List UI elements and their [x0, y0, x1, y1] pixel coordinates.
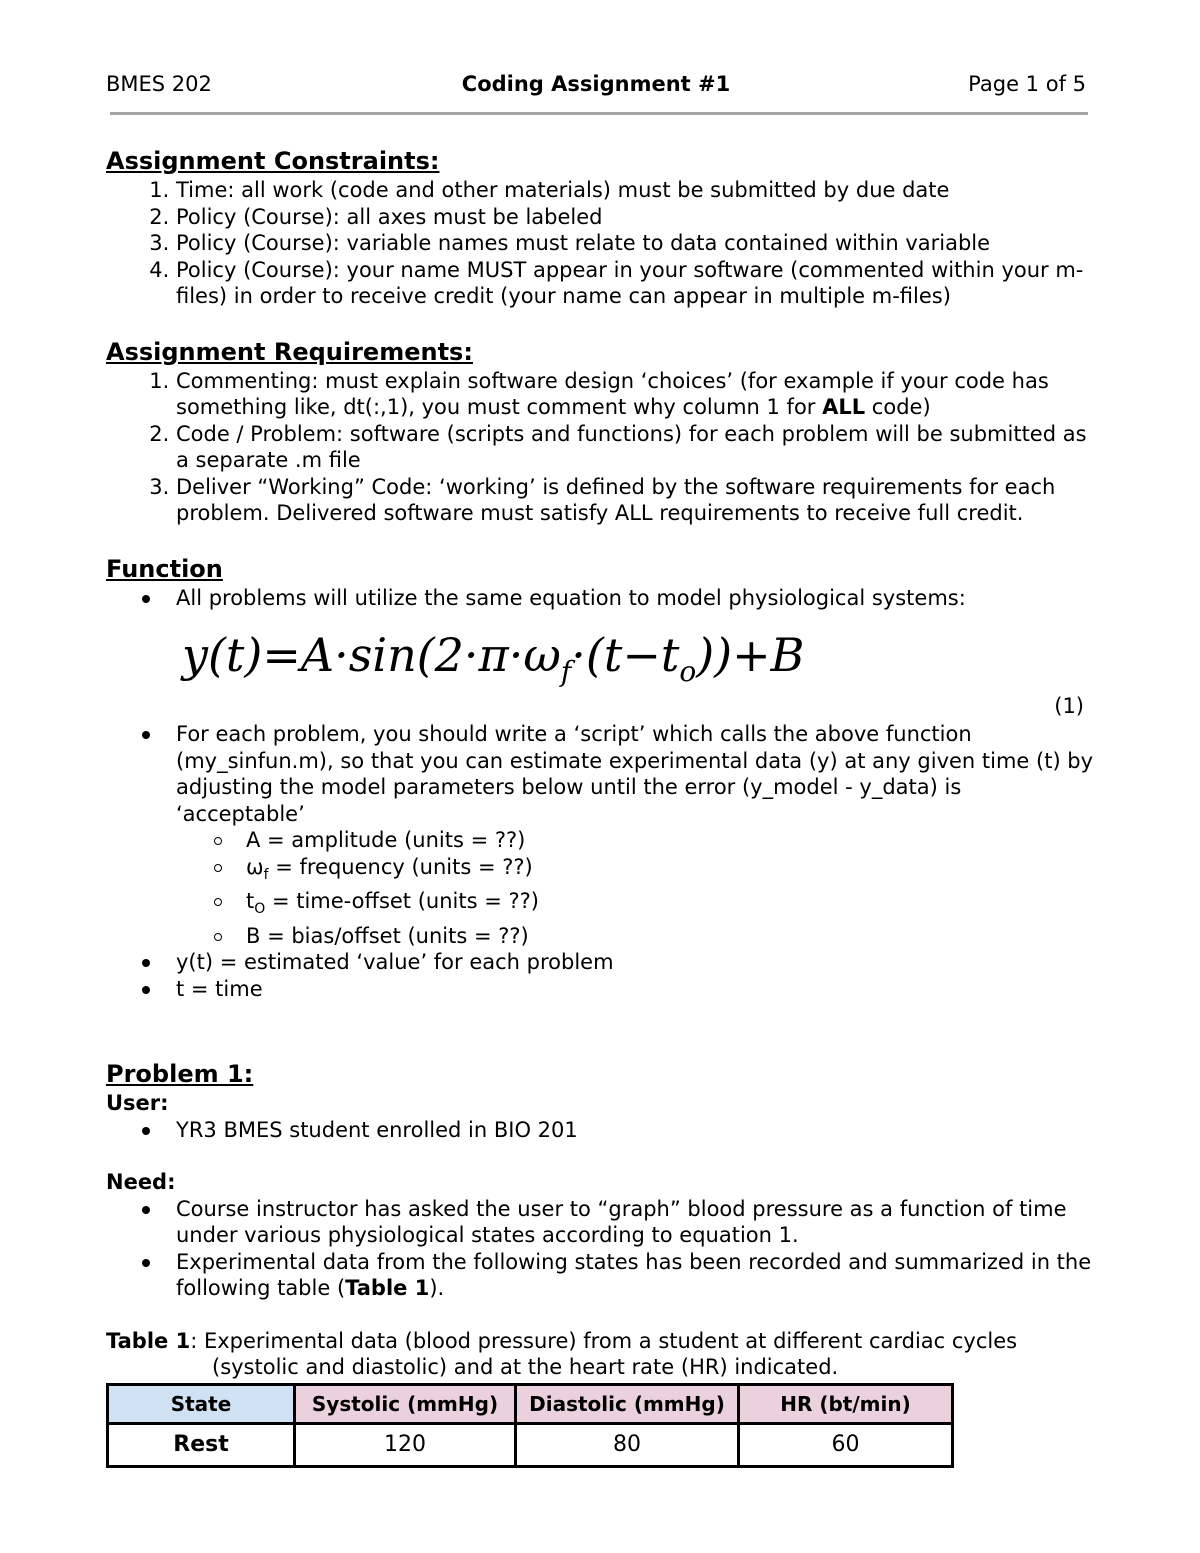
- cell-systolic: 120: [295, 1423, 516, 1466]
- list-item: 2. Code / Problem: software (scripts and functions) for each problem will be submitted as a separate .m file: [176, 421, 1096, 474]
- equation-number: (1): [1054, 694, 1084, 718]
- column-header-systolic: Systolic (mmHg): [295, 1384, 516, 1423]
- list-item: Experimental data from the following states has been recorded and summarized in the following table (Table 1).: [176, 1249, 1096, 1302]
- course-code: BMES 202: [106, 72, 212, 96]
- constraints-heading: Assignment Constraints:: [106, 147, 440, 175]
- list-item: Course instructor has asked the user to “graph” blood pressure as a function of time under various physiological states according to equation 1.: [176, 1196, 1096, 1249]
- need-list: [106, 1196, 1096, 1302]
- list-item: 1. Commenting: must explain software design ‘choices’ (for example if your code has something like, dt(:,1), you must comment why column 1 for ALL code): [176, 368, 1096, 421]
- list-item: 2. Policy (Course): all axes must be labeled: [176, 204, 1096, 231]
- list-item: 4. Policy (Course): your name MUST appear in your software (commented within your m-files) in order to receive credit (your name can appear in multiple m-files): [176, 257, 1096, 310]
- requirements-list: [106, 368, 1096, 527]
- function-list: [106, 585, 1096, 612]
- parameter-list: [176, 827, 1096, 949]
- blood-pressure-table: [106, 1383, 954, 1468]
- list-item: For each problem, you should write a ‘script’ which calls the above function (my_sinfun.m), so that you can estimate experimental data (y) at any given time (t) by adjusting the model parameters below until the error (y_model - y_data) is ‘acceptable’ A = amplitude (units = ??) $\omega_f$ = frequency (units = ??) $t_O$ = time-offset (units = ??) B = bias/offset (units = ??): [176, 721, 1096, 949]
- table-caption: Table 1: Experimental data (blood pressure) from a student at different cardiac cycles (systolic and diastolic) and at the heart rate (HR) indicated.: [106, 1328, 1018, 1380]
- list-item: y(t) = estimated ‘value’ for each problem: [176, 949, 1096, 976]
- cell-state: Rest: [108, 1423, 295, 1466]
- requirements-heading: Assignment Requirements:: [106, 337, 473, 366]
- list-item: 3. Deliver “Working” Code: ‘working’ is defined by the software requirements for each problem. Delivered software must satisfy ALL requirements to receive full credit.: [176, 474, 1096, 527]
- param-bias: B = bias/offset (units = ??): [246, 923, 1096, 950]
- param-time-offset: $t_O$ = time-offset (units = ??): [246, 888, 1096, 923]
- list-item: All problems will utilize the same equation to model physiological systems:: [176, 585, 1096, 612]
- column-header-state: State: [108, 1384, 295, 1423]
- function-heading: Function: [106, 554, 223, 583]
- page-header: [106, 72, 1086, 100]
- user-label: User:: [106, 1091, 169, 1116]
- param-frequency: $\omega_f$ = frequency (units = ??): [246, 854, 1096, 889]
- column-header-diastolic: Diastolic (mmHg): [516, 1384, 739, 1423]
- cell-diastolic: 80: [516, 1423, 739, 1466]
- model-equation: [106, 611, 1096, 721]
- page-number: Page 1 of 5: [968, 72, 1086, 96]
- list-item: 1. Time: all work (code and other materials) must be submitted by due date: [176, 177, 1096, 204]
- list-item: t = time: [176, 976, 1096, 1003]
- list-item: 3. Policy (Course): variable names must relate to data contained within variable: [176, 230, 1096, 257]
- document-title: Coding Assignment #1: [461, 72, 731, 96]
- equation-formula: $y(t)=A\cdot\sin(2\cdot\pi\cdot\omega_f\cdot(t-t_o))+B$: [182, 628, 805, 688]
- user-list: [106, 1117, 1096, 1144]
- document-body: [106, 145, 1096, 1468]
- function-details-list: [106, 721, 1096, 1002]
- problem-1-heading: Problem 1:: [106, 1060, 254, 1089]
- header-divider: [110, 112, 1088, 115]
- column-header-hr: HR (bt/min): [739, 1384, 953, 1423]
- param-amplitude: A = amplitude (units = ??): [246, 827, 1096, 854]
- constraints-list: [106, 177, 1096, 310]
- table-row: [108, 1423, 953, 1466]
- need-label: Need:: [106, 1170, 176, 1195]
- table-header-row: [108, 1384, 953, 1423]
- list-item: YR3 BMES student enrolled in BIO 201: [176, 1117, 1096, 1144]
- cell-hr: 60: [739, 1423, 953, 1466]
